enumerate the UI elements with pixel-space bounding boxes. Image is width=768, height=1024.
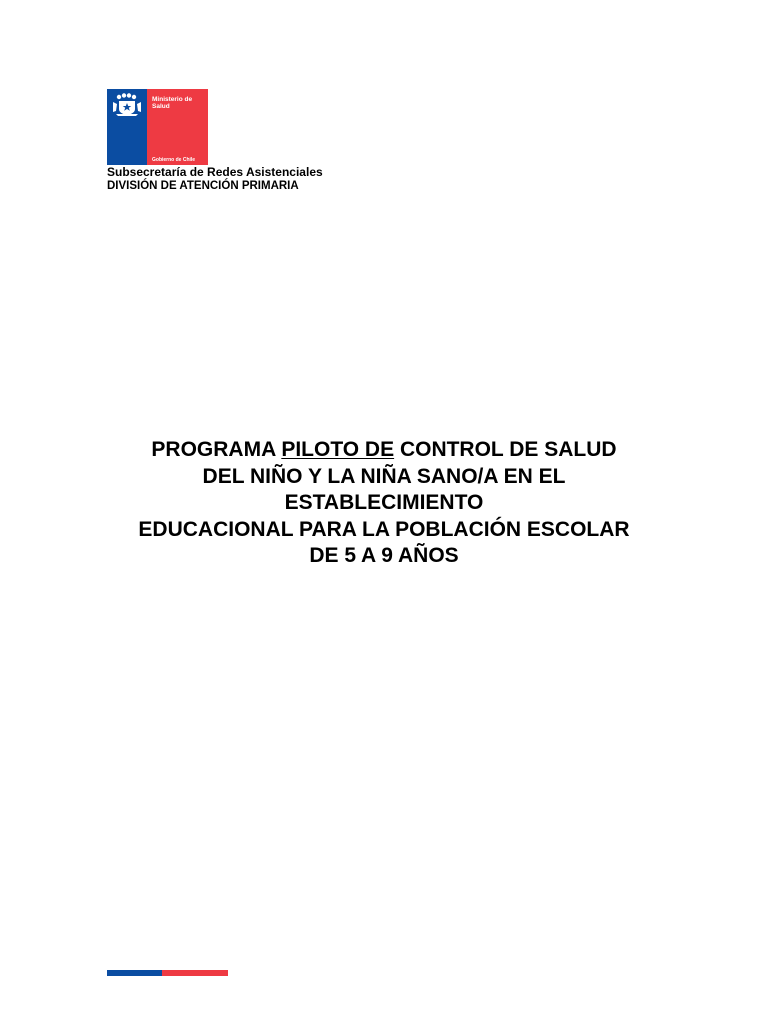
title-line-1-post: CONTROL DE SALUD	[394, 438, 617, 461]
document-title	[60, 437, 708, 570]
document-header	[107, 165, 323, 193]
title-line-2: DEL NIÑO Y LA NIÑA SANO/A EN EL	[202, 464, 566, 488]
footer-bar-blue	[107, 970, 162, 976]
subsecretaria-label: Subsecretaría de Redes Asistenciales	[107, 165, 323, 179]
title-line-3: ESTABLECIMIENTO	[284, 491, 484, 514]
title-line-4: EDUCACIONAL PARA LA POBLACIÓN ESCOLAR	[138, 517, 630, 541]
logo-graphic	[107, 89, 208, 165]
logo-government-text: Gobierno de Chile	[152, 157, 196, 163]
logo-blue-block	[107, 89, 147, 165]
title-line-5: DE 5 A 9 AÑOS	[309, 544, 459, 567]
title-line-1	[60, 437, 708, 464]
logo-ministry-line2: Salud	[152, 103, 170, 110]
title-line-1-pre: PROGRAMA	[151, 438, 282, 461]
logo-ministry-line1: Ministerio de	[152, 96, 193, 103]
division-label: DIVISIÓN DE ATENCIÓN PRIMARIA	[107, 180, 299, 192]
ministerio-de-salud-logo	[107, 89, 208, 165]
title-line-1-underlined: PILOTO DE	[281, 438, 395, 461]
footer-bar-red	[162, 970, 228, 976]
footer-color-bar	[107, 970, 228, 976]
